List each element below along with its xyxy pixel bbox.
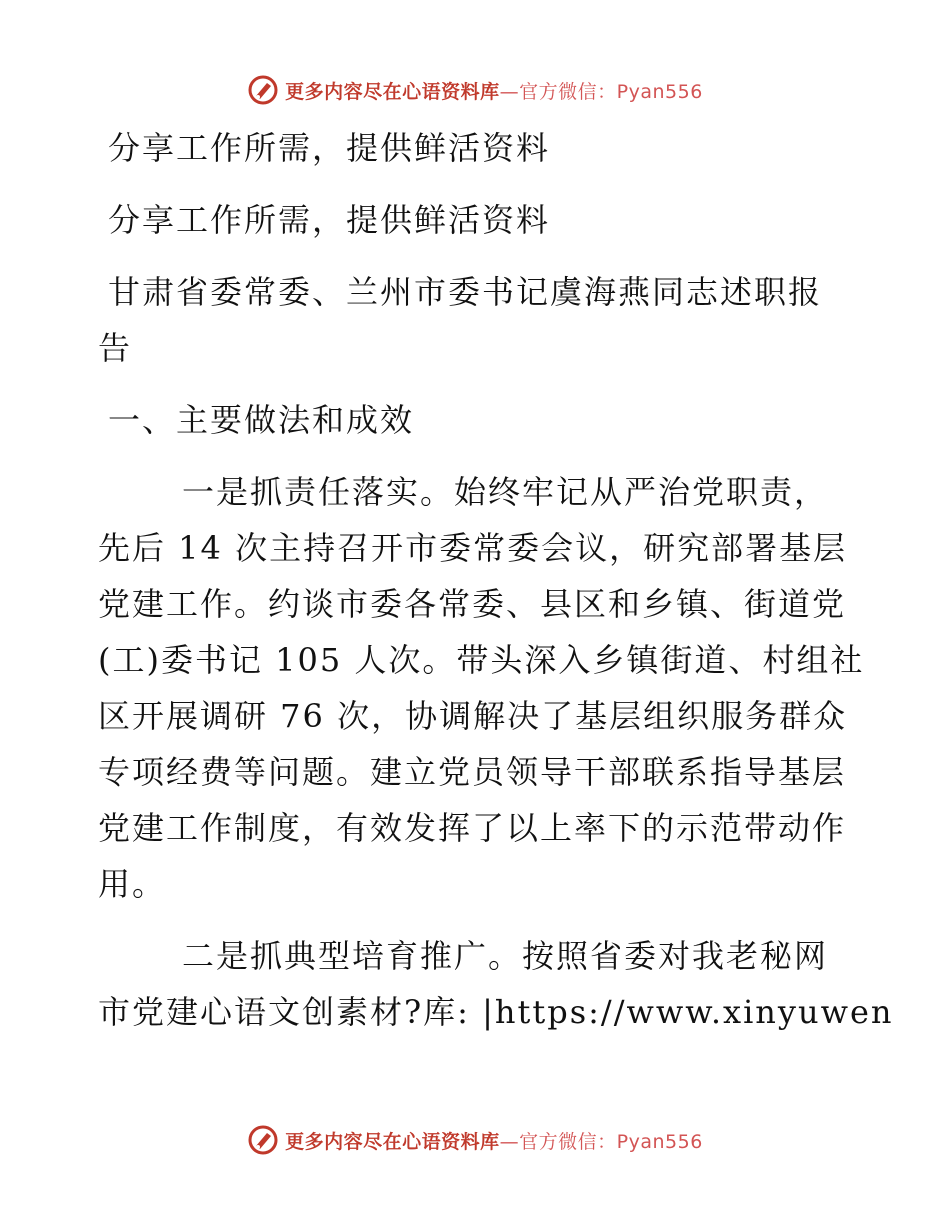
paragraph-line: 市党建心语文创素材?库: |https://www.xinyuwen	[98, 993, 894, 1031]
header-banner-main: 更多内容尽在心语资料库	[285, 80, 500, 103]
document-body	[98, 120, 894, 1040]
document-title-line-1: 甘肃省委常委、兰州市委书记虞海燕同志述职报	[108, 273, 823, 311]
share-line-2: 分享工作所需，提供鲜活资料	[108, 201, 551, 239]
paragraph-line: 先后 14 次主持召开市委常委会议，研究部署基层	[98, 529, 848, 567]
section-heading: 一、主要做法和成效	[108, 401, 415, 439]
logo-icon	[247, 74, 279, 106]
paragraph-line: 用。	[98, 865, 167, 903]
header-banner-text	[285, 77, 703, 104]
footer-banner-text	[285, 1127, 703, 1154]
share-line-1: 分享工作所需，提供鲜活资料	[108, 129, 551, 167]
logo-icon	[247, 1124, 279, 1156]
paragraph-line: 党建工作。约谈市委各常委、县区和乡镇、街道党	[98, 585, 847, 623]
paragraph-line: 区开展调研 76 次，协调解决了基层组织服务群众	[98, 697, 848, 735]
document-title-line-2: 告	[98, 329, 133, 367]
footer-banner-main: 更多内容尽在心语资料库	[285, 1130, 500, 1153]
header-banner	[0, 70, 950, 110]
header-banner-wechat: 官方微信：Pyan556	[519, 80, 703, 103]
header-banner-separator: —	[499, 80, 520, 103]
paragraph-line: (工)委书记 105 人次。带头深入乡镇街道、村组社	[98, 641, 865, 679]
paragraph-line: 二是抓典型培育推广。按照省委对我老秘网	[182, 937, 829, 975]
paragraph-line: 党建工作制度，有效发挥了以上率下的示范带动作	[98, 809, 847, 847]
paragraph-line: 专项经费等问题。建立党员领导干部联系指导基层	[98, 753, 847, 791]
footer-banner-separator: —	[499, 1130, 520, 1153]
footer-banner-wechat: 官方微信：Pyan556	[519, 1130, 703, 1153]
paragraph-1	[98, 464, 865, 912]
paragraph-line: 一是抓责任落实。始终牢记从严治党职责，	[182, 473, 829, 511]
footer-banner	[0, 1120, 950, 1160]
paragraph-2	[98, 928, 894, 1040]
